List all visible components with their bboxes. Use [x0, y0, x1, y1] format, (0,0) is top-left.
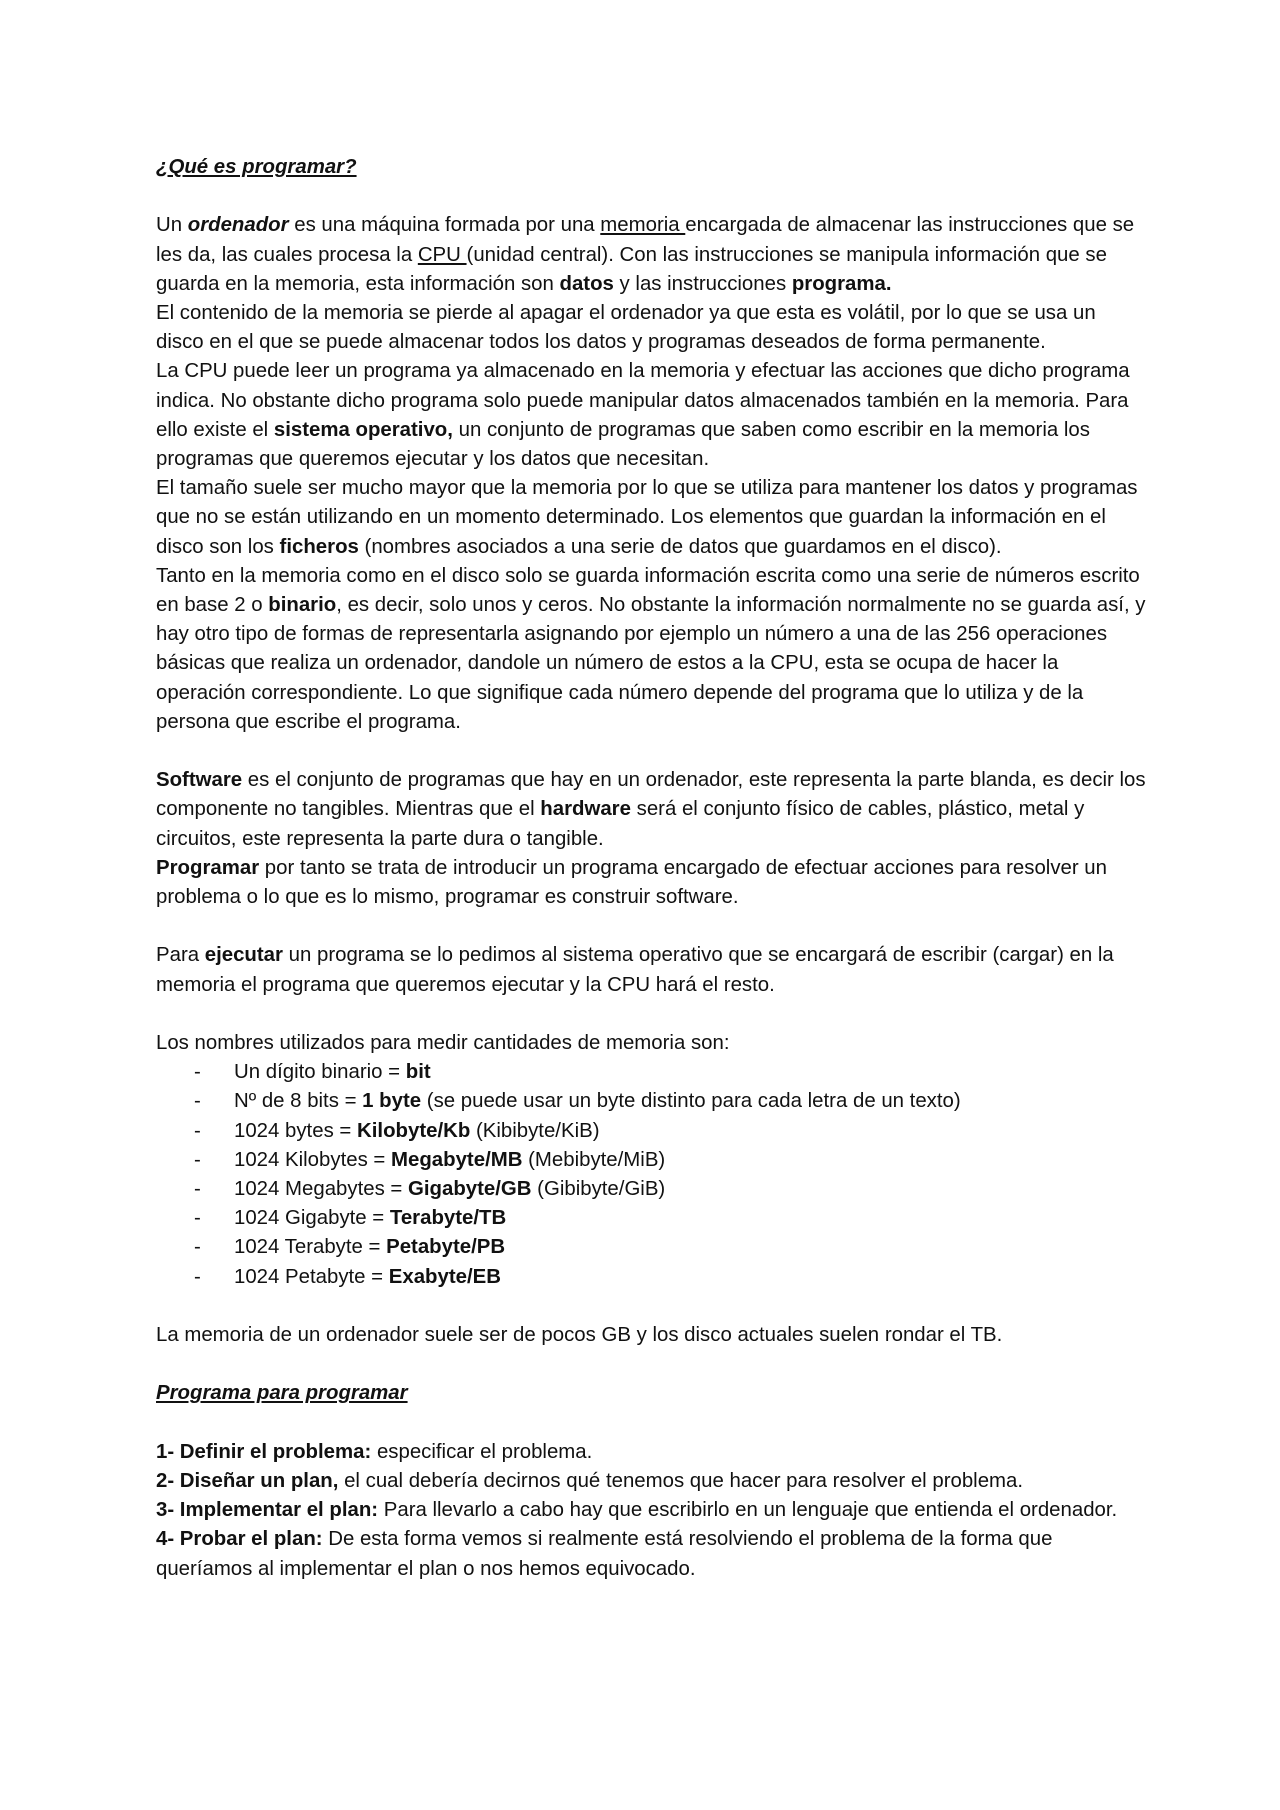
list-item: - 1024 Petabyte = Exabyte/EB [156, 1263, 1146, 1292]
intro-paragraph: Un ordenador es una máquina formada por una memoria encargada de almacenar las instrucciones que se les da, las cuales procesa la CPU (unidad central). Con las instrucciones se manipula información que se guarda en la memoria, esta información son datos y las instrucciones programa. El contenido de la memoria se pierde al apagar el ordenador ya que esta es volátil, por lo que se usa un disco en el que se puede almacenar todos los datos y programas deseados de forma permanente. La CPU puede leer un programa ya almacenado en la memoria y efectuar las acciones que dicho programa indica. No obstante dicho programa solo puede manipular datos almacenados también en la memoria. Para ello existe el sistema operativo, un conjunto de programas que saben como escribir en la memoria los programas que queremos ejecutar y los datos que necesitan. [156, 214, 1135, 471]
list-item: - 1024 Terabyte = Petabyte/PB [156, 1233, 1146, 1262]
memory-note: La memoria de un ordenador suele ser de pocos GB y los disco actuales suelen rondar el TB. [156, 1324, 1003, 1347]
dash-bullet: - [194, 1207, 201, 1230]
programar-paragraph: Programar por tanto se trata de introducir un programa encargado de efectuar acciones para resolver un problema o lo que es lo mismo, programar es construir software. [156, 856, 1107, 909]
term-programar: Programar [156, 856, 260, 879]
term-software: Software [156, 769, 243, 792]
list-item: - Nº de 8 bits = 1 byte (se puede usar un byte distinto para cada letra de un texto) [156, 1087, 1146, 1116]
term-ejecutar: ejecutar [204, 944, 283, 967]
list-item: - 1024 bytes = Kilobyte/Kb (Kibibyte/KiB) [156, 1117, 1146, 1146]
list-item: - 1024 Gigabyte = Terabyte/TB [156, 1204, 1146, 1233]
dash-bullet: - [194, 1090, 201, 1113]
list-item: - 1024 Megabytes = Gigabyte/GB (Gibibyte/GiB) [156, 1175, 1146, 1204]
step-item: 1- Definir el problema: especificar el problema. [156, 1440, 593, 1463]
software-paragraph: Software es el conjunto de programas que hay en un ordenador, este representa la parte blanda, es decir los componente no tangibles. Mientras que el hardware será el conjunto físico de cables, plástico, metal y circuitos, este representa la parte dura o tangible. [156, 769, 1146, 850]
term-datos: datos [559, 272, 614, 295]
heading-programa-para-programar: Programa para programar [156, 1382, 408, 1405]
term-hardware: hardware [540, 798, 631, 821]
disk-paragraph: El tamaño suele ser mucho mayor que la memoria por lo que se utiliza para mantener los datos y programas que no se están utilizando en un momento determinado. Los elementos que guardan la información en el disco son los ficheros (nombres asociados a una serie de datos que guardamos en el disco). [156, 477, 1138, 558]
step-item: 4- Probar el plan: De esta forma vemos si realmente está resolviendo el problema de la forma que queríamos al implementar el plan o nos hemos equivocado. [156, 1528, 1053, 1580]
list-item: - 1024 Kilobytes = Megabyte/MB (Mebibyte/MiB) [156, 1146, 1146, 1175]
dash-bullet: - [194, 1148, 201, 1171]
term-binario: binario [268, 594, 337, 617]
step-item: 3- Implementar el plan: Para llevarlo a cabo hay que escribirlo en un lenguaje que entienda el ordenador. [156, 1499, 1118, 1522]
step-item: 2- Diseñar un plan, el cual debería decirnos qué tenemos que hacer para resolver el problema. [156, 1470, 1024, 1493]
heading-que-es-programar: ¿Qué es programar? [156, 156, 357, 178]
term-cpu: CPU [417, 243, 467, 266]
dash-bullet: - [194, 1178, 201, 1201]
dash-bullet: - [194, 1119, 201, 1142]
memory-units-list [156, 1058, 1146, 1292]
steps-list [156, 1438, 1146, 1584]
term-memoria: memoria [600, 214, 686, 237]
ejecutar-paragraph: Para ejecutar un programa se lo pedimos al sistema operativo que se encargará de escribir (cargar) en la memoria el programa que queremos ejecutar y la CPU hará el resto. [156, 944, 1114, 996]
document-body [156, 153, 1146, 1584]
dash-bullet: - [194, 1061, 201, 1084]
list-item: - Un dígito binario = bit [156, 1058, 1146, 1087]
binary-paragraph: Tanto en la memoria como en el disco solo se guarda información escrita como una serie de números escrito en base 2 o binario, es decir, solo unos y ceros. No obstante la información normalmente no se guarda así, y hay otro tipo de formas de representarla asignando por ejemplo un número a una de las 256 operaciones básicas que realiza un ordenador, dandole un número de estos a la CPU, esta se ocupa de hacer la operación correspondiente. Lo que signifique cada número depende del programa que lo utiliza y de la persona que escribe el programa. [156, 564, 1146, 733]
dash-bullet: - [194, 1236, 201, 1259]
dash-bullet: - [194, 1265, 201, 1288]
term-programa: programa. [791, 272, 892, 295]
term-ficheros: ficheros [279, 535, 359, 558]
units-intro: Los nombres utilizados para medir cantidades de memoria son: [156, 1032, 730, 1055]
term-sistema-operativo: sistema operativo, [273, 418, 453, 441]
term-ordenador: ordenador [187, 214, 289, 237]
